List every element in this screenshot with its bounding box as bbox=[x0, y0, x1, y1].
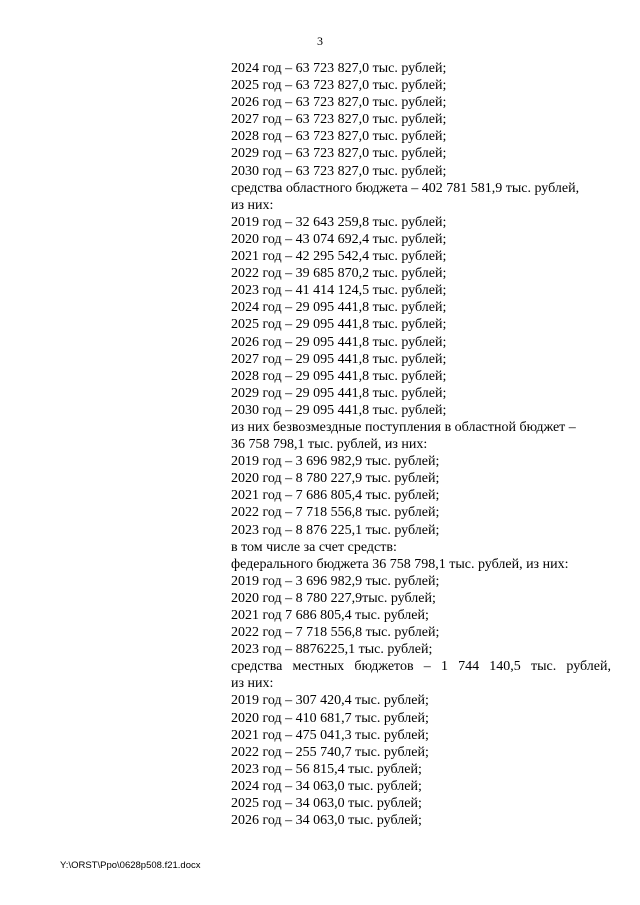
text-line: 2024 год – 63 723 827,0 тыс. рублей; bbox=[231, 61, 447, 76]
text-line: 2030 год – 63 723 827,0 тыс. рублей; bbox=[231, 163, 447, 179]
text-line: 2019 год – 32 643 259,8 тыс. рублей; bbox=[231, 214, 447, 230]
file-path-footer: Y:\ORST\Ppo\0628p508.f21.docx bbox=[60, 860, 201, 871]
text-line: федерального бюджета 36 758 798,1 тыс. рублей, из них: bbox=[231, 556, 569, 572]
text-line: 36 758 798,1 тыс. рублей, из них: bbox=[231, 437, 428, 453]
text-line: 2022 год – 255 740,7 тыс. рублей; bbox=[231, 744, 429, 760]
text-line: 2022 год – 39 685 870,2 тыс. рублей; bbox=[231, 266, 447, 282]
text-line: 2019 год – 3 696 982,9 тыс. рублей; bbox=[231, 454, 440, 470]
text-line: 2022 год – 7 718 556,8 тыс. рублей; bbox=[231, 625, 440, 641]
text-line: 2021 год – 42 295 542,4 тыс. рублей; bbox=[231, 249, 447, 265]
text-line: 2030 год – 29 095 441,8 тыс. рублей; bbox=[231, 402, 447, 418]
text-line: 2019 год – 307 420,4 тыс. рублей; bbox=[231, 693, 429, 709]
text-line: 2029 год – 29 095 441,8 тыс. рублей; bbox=[231, 385, 447, 401]
text-line: 2021 год – 7 686 805,4 тыс. рублей; bbox=[231, 488, 440, 504]
text-line: 2023 год – 8876225,1 тыс. рублей; bbox=[231, 642, 433, 658]
text-line: 2022 год – 7 718 556,8 тыс. рублей; bbox=[231, 505, 440, 521]
text-line: 2026 год – 63 723 827,0 тыс. рублей; bbox=[231, 95, 447, 111]
text-line: 2020 год – 43 074 692,4 тыс. рублей; bbox=[231, 231, 447, 247]
text-line: 2028 год – 63 723 827,0 тыс. рублей; bbox=[231, 129, 447, 145]
text-line: 2019 год – 3 696 982,9 тыс. рублей; bbox=[231, 573, 440, 589]
text-line: 2024 год – 29 095 441,8 тыс. рублей; bbox=[231, 300, 447, 316]
text-line: из них: bbox=[231, 197, 274, 213]
text-line: 2020 год – 410 681,7 тыс. рублей; bbox=[231, 710, 429, 726]
text-line: 2020 год – 8 780 227,9 тыс. рублей; bbox=[231, 471, 440, 487]
page-number: 3 bbox=[317, 34, 323, 48]
text-line: из них безвозмездные поступления в областной бюджет – bbox=[231, 419, 576, 435]
text-line: 2023 год – 41 414 124,5 тыс. рублей; bbox=[231, 283, 447, 299]
text-line: 2023 год – 56 815,4 тыс. рублей; bbox=[231, 761, 422, 777]
document-body bbox=[231, 60, 611, 829]
text-line: 2025 год – 34 063,0 тыс. рублей; bbox=[231, 796, 422, 812]
text-line: 2027 год – 63 723 827,0 тыс. рублей; bbox=[231, 112, 447, 128]
text-line: средства местных бюджетов – 1 744 140,5 тыс. рублей, bbox=[231, 659, 611, 675]
text-line: 2027 год – 29 095 441,8 тыс. рублей; bbox=[231, 351, 447, 367]
text-line: 2025 год – 63 723 827,0 тыс. рублей; bbox=[231, 78, 447, 94]
text-line: 2026 год – 29 095 441,8 тыс. рублей; bbox=[231, 334, 447, 350]
text-line: 2028 год – 29 095 441,8 тыс. рублей; bbox=[231, 368, 447, 384]
text-line: 2021 год – 475 041,3 тыс. рублей; bbox=[231, 727, 429, 743]
text-line: 2025 год – 29 095 441,8 тыс. рублей; bbox=[231, 317, 447, 333]
text-line: 2024 год – 34 063,0 тыс. рублей; bbox=[231, 778, 422, 794]
text-line: 2026 год – 34 063,0 тыс. рублей; bbox=[231, 813, 422, 829]
text-line: 2020 год – 8 780 227,9тыс. рублей; bbox=[231, 590, 436, 606]
text-line: 2029 год – 63 723 827,0 тыс. рублей; bbox=[231, 146, 447, 162]
text-line: средства областного бюджета – 402 781 581,9 тыс. рублей, bbox=[231, 180, 580, 196]
text-line: из них: bbox=[231, 676, 274, 692]
text-line: 2023 год – 8 876 225,1 тыс. рублей; bbox=[231, 522, 440, 538]
text-line: в том числе за счет средств: bbox=[231, 539, 397, 555]
text-line: 2021 год 7 686 805,4 тыс. рублей; bbox=[231, 608, 429, 623]
